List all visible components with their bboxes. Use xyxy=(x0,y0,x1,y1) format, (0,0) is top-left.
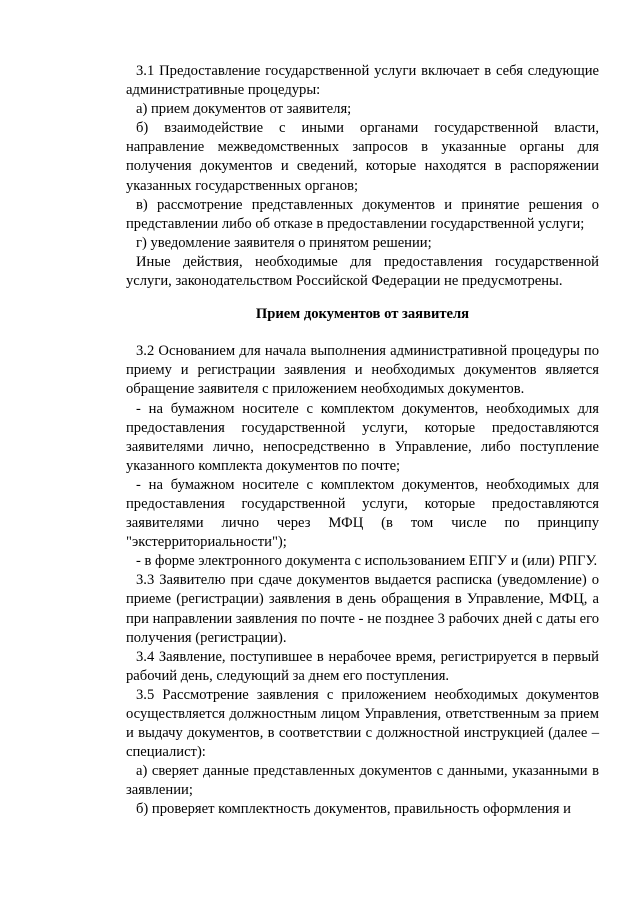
list-item-a-verify: а) сверяет данные представленных документов с данными, указанными в заявлении; xyxy=(126,763,599,799)
paragraph-3-5: 3.5 Рассмотрение заявления с приложением необходимых документов осуществляется должностным лицом Управления, ответственным за прием и выдачу документов, в соответствии с должностной инструкцией (далее – специалист): xyxy=(126,686,599,761)
list-item-a: а) прием документов от заявителя; xyxy=(136,101,352,118)
list-item-b-check: б) проверяет комплектность документов, правильность оформления и xyxy=(136,801,571,818)
bullet-paper-mfc: - на бумажном носителе с комплектом документов, необходимых для предоставления государственной услуги, которые предоставляются заявителями лично через МФЦ (в том числе по принципу "экстерриториальности"); xyxy=(126,476,599,551)
paragraph-other-actions: Иные действия, необходимые для предоставления государственной услуги, законодательством Российской Федерации не предусмотрены. xyxy=(126,253,599,290)
list-item-g: г) уведомление заявителя о принятом решении; xyxy=(136,234,432,251)
section-heading: Прием документов от заявителя xyxy=(255,306,470,323)
paragraph-3-1: 3.1 Предоставление государственной услуги включает в себя следующие административные процедуры: xyxy=(126,63,599,99)
paragraph-3-3: 3.3 Заявителю при сдаче документов выдается расписка (уведомление) о приеме (регистрации) заявления в день обращения в Управление, МФЦ, а при направлении заявления по почте - не позднее 3 рабочих дней с даты его получения (регистрации). xyxy=(126,572,599,646)
document-page xyxy=(126,62,599,820)
paragraph-3-2: 3.2 Основанием для начала выполнения административной процедуры по приему и регистрации заявления и необходимых документов является обращение заявителя с приложением необходимых документов. xyxy=(126,343,599,398)
list-item-b: б) взаимодействие с иными органами государственной власти, направление межведомственных запросов в указанные органы для получения документов и сведений, которые находятся в распоряжении указанных государственных органов; xyxy=(126,120,599,194)
list-item-v: в) рассмотрение представленных документов и принятие решения о представлении либо об отказе в предоставлении государственной услуги; xyxy=(126,196,599,232)
paragraph-3-4: 3.4 Заявление, поступившее в нерабочее время, регистрируется в первый рабочий день, следующий за днем его поступления. xyxy=(126,648,599,684)
bullet-paper-direct: - на бумажном носителе с комплектом документов, необходимых для предоставления государственной услуги, которые предоставляются заявителями лично, непосредственно в Управление, либо поступление указанного комплекта документов по почте; xyxy=(126,400,599,474)
bullet-electronic: - в форме электронного документа с использованием ЕПГУ и (или) РПГУ. xyxy=(136,553,598,570)
